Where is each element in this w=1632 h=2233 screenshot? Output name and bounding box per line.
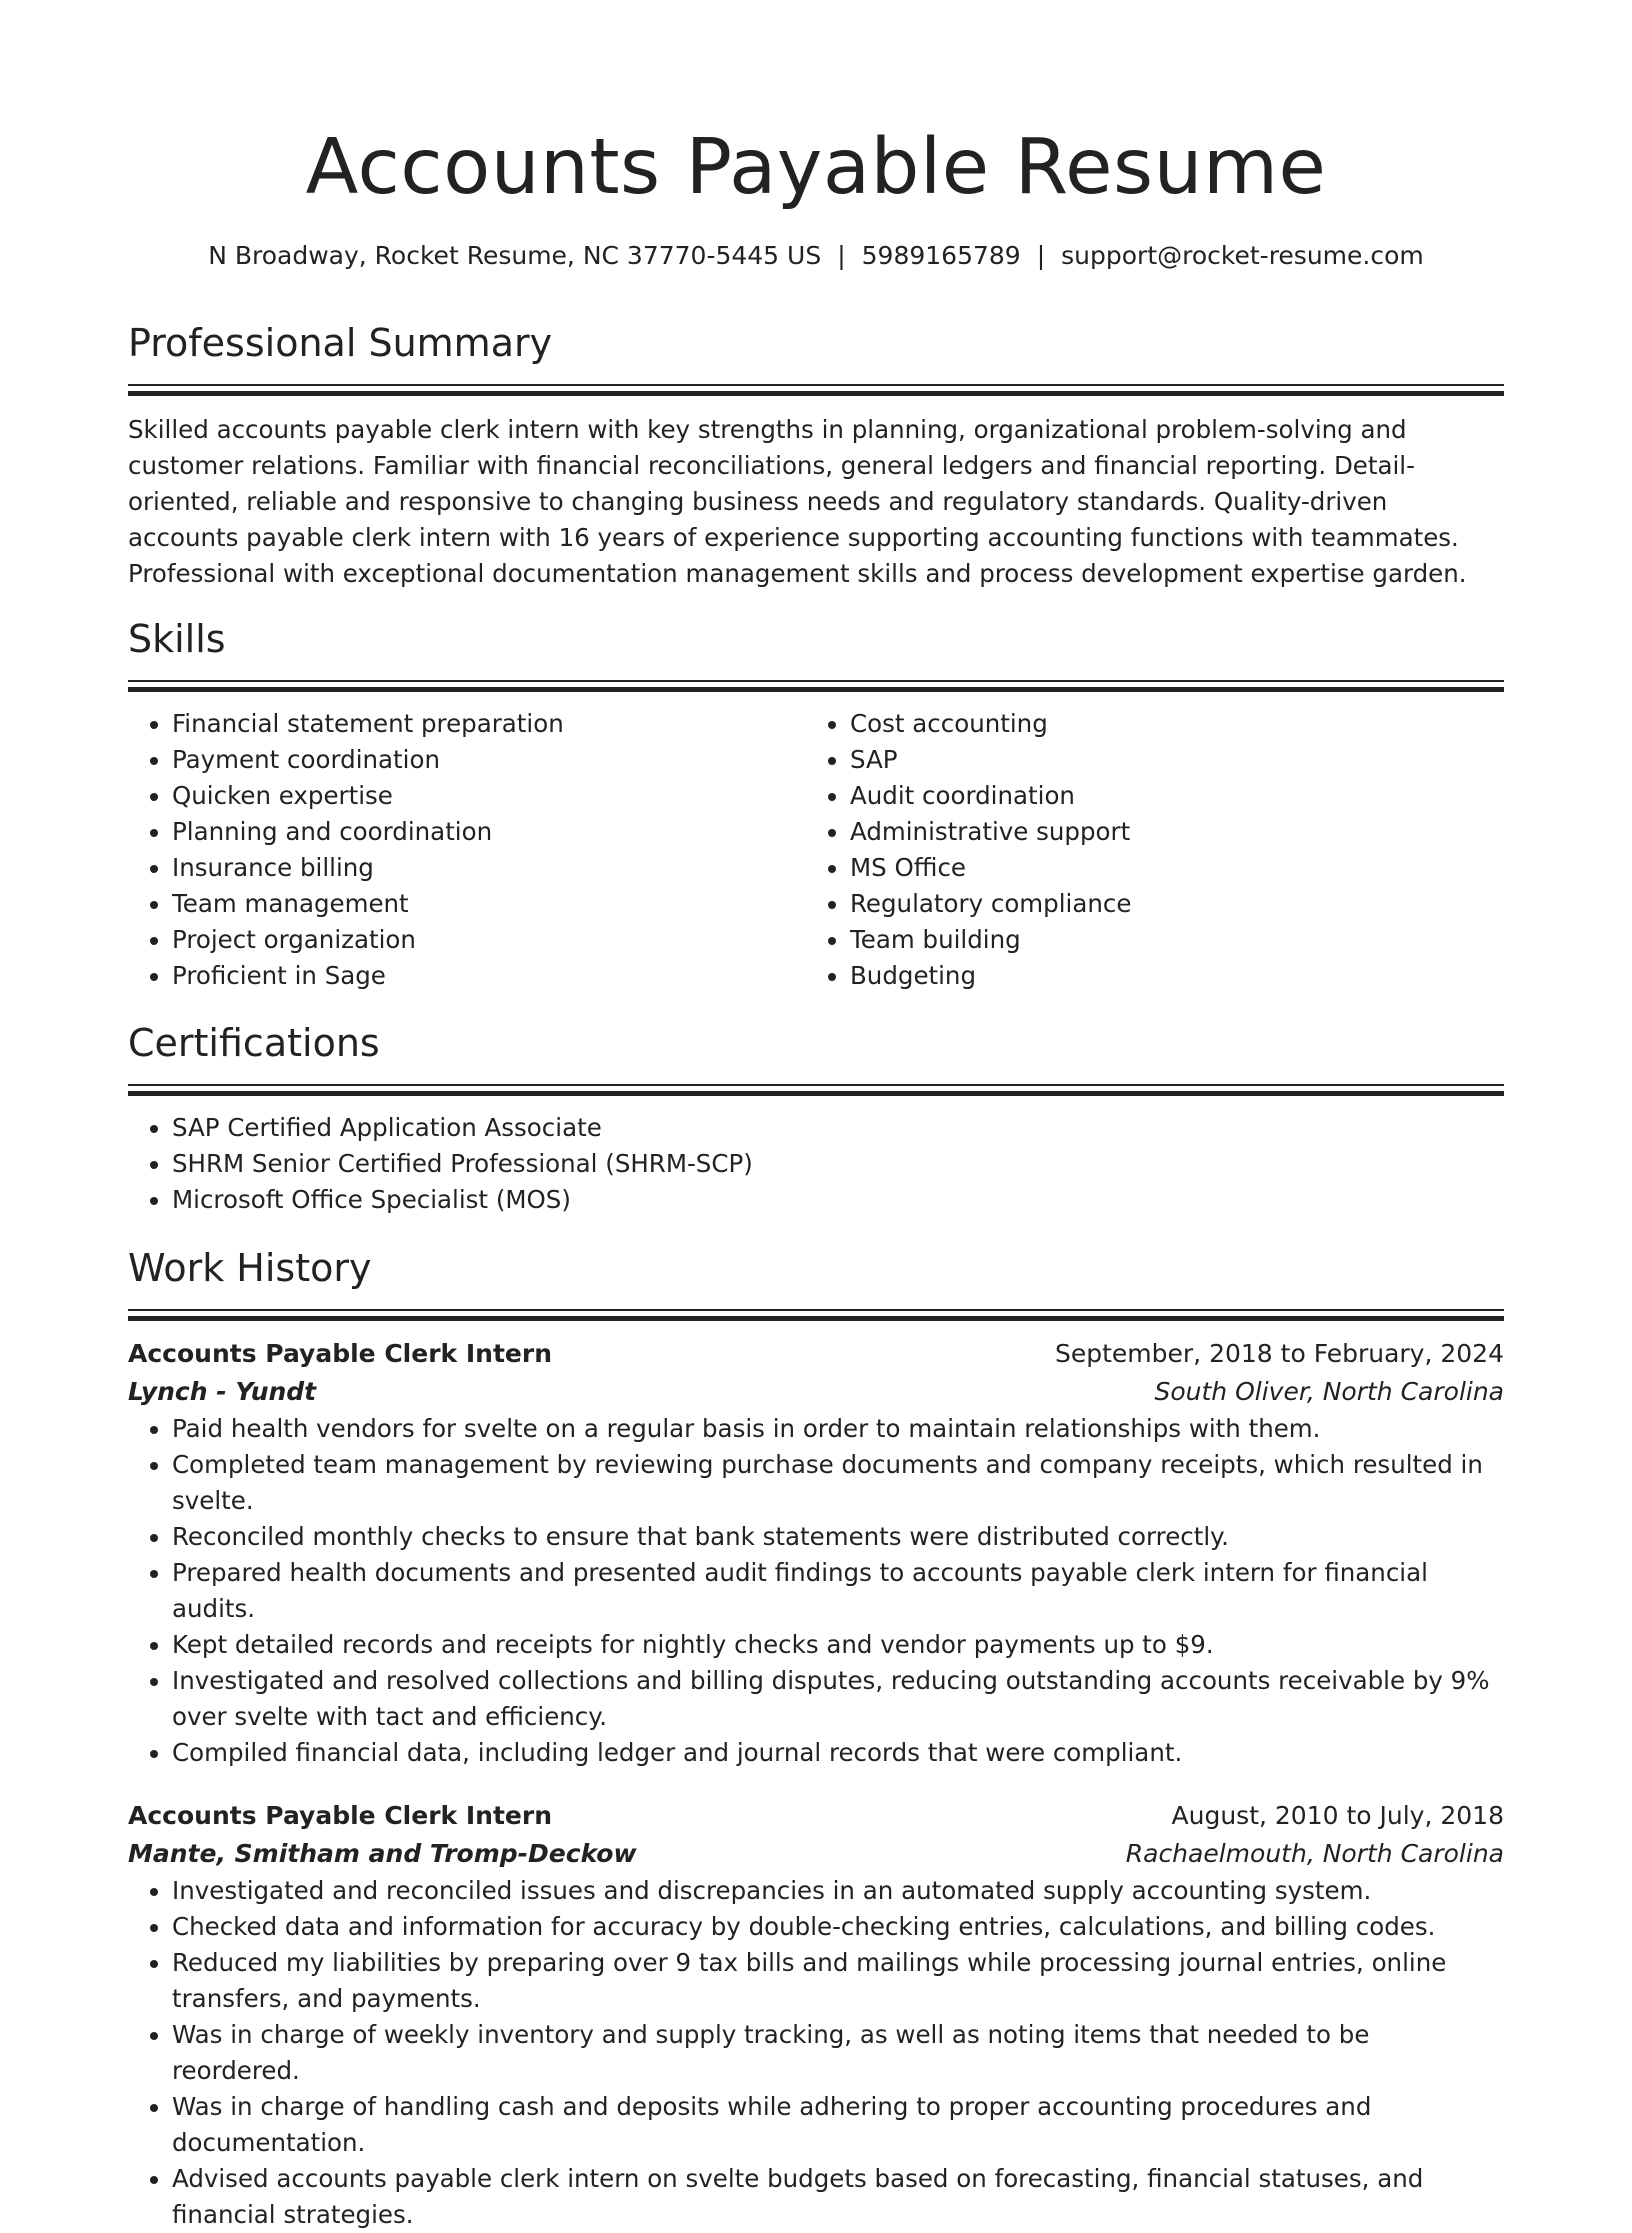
job-location: Rachaelmouth, North Carolina xyxy=(1125,1839,1504,1868)
skills-grid xyxy=(128,706,1504,994)
job-header-row xyxy=(128,1797,1504,1835)
job-duty: • Reconciled monthly checks to ensure that bank statements were distributed correctly. xyxy=(172,1519,1504,1555)
skills-list-right xyxy=(806,706,1484,994)
contact-email[interactable]: support@rocket-resume.com xyxy=(1061,241,1424,270)
job-duties-list xyxy=(128,1873,1504,2233)
job-duty: • Investigated and resolved collections and billing disputes, reducing outstanding accounts receivable by 9% over svelte with tact and efficiency. xyxy=(172,1663,1504,1735)
certification-item: • Microsoft Office Specialist (MOS) xyxy=(172,1182,1504,1218)
job-dates: September, 2018 to February, 2024 xyxy=(1055,1339,1504,1368)
job-duty: • Checked data and information for accuracy by double-checking entries, calculations, and billing codes. xyxy=(172,1909,1504,1945)
job-duty: • Reduced my liabilities by preparing over 9 tax bills and mailings while processing journal entries, online transfers, and payments. xyxy=(172,1945,1504,2017)
section-divider xyxy=(128,680,1504,692)
skill-item: • Cost accounting xyxy=(850,706,1484,742)
job-duty: • Completed team management by reviewing purchase documents and company receipts, which resulted in svelte. xyxy=(172,1447,1504,1519)
skill-item: • Insurance billing xyxy=(172,850,806,886)
section-heading-skills: Skills xyxy=(128,617,226,661)
skill-item: • Team management xyxy=(172,886,806,922)
job-company: Lynch - Yundt xyxy=(128,1377,317,1406)
skill-item: • Payment coordination xyxy=(172,742,806,778)
skill-item: • SAP xyxy=(850,742,1484,778)
skill-item: • Budgeting xyxy=(850,958,1484,994)
certifications-list xyxy=(128,1110,1504,1218)
job-duty: • Advised accounts payable clerk intern on svelte budgets based on forecasting, financial statuses, and financial strategies. xyxy=(172,2161,1504,2233)
job-header-row xyxy=(128,1335,1504,1373)
skill-item: • Project organization xyxy=(172,922,806,958)
certification-item: • SAP Certified Application Associate xyxy=(172,1110,1504,1146)
section-divider xyxy=(128,384,1504,396)
skill-item: • Financial statement preparation xyxy=(172,706,806,742)
work-history-section xyxy=(128,1243,1504,2233)
skills-list-left xyxy=(128,706,806,994)
summary-section xyxy=(128,318,1504,592)
job-duty: • Was in charge of weekly inventory and supply tracking, as well as noting items that needed to be reordered. xyxy=(172,2017,1504,2089)
resume-title: Accounts Payable Resume xyxy=(305,123,1327,212)
job-entry xyxy=(128,1797,1504,2233)
job-duty: • Prepared health documents and presented audit findings to accounts payable clerk intern for financial audits. xyxy=(172,1555,1504,1627)
job-duty: • Kept detailed records and receipts for nightly checks and vendor payments up to $9. xyxy=(172,1627,1504,1663)
job-duty: • Was in charge of handling cash and deposits while adhering to proper accounting procedures and documentation. xyxy=(172,2089,1504,2161)
job-duty: • Investigated and reconciled issues and discrepancies in an automated supply accounting system. xyxy=(172,1873,1504,1909)
skill-item: • Proficient in Sage xyxy=(172,958,806,994)
job-dates: August, 2010 to July, 2018 xyxy=(1171,1801,1504,1830)
job-entry xyxy=(128,1335,1504,1771)
contact-phone: 5989165789 xyxy=(861,241,1021,270)
contact-separator: | xyxy=(1036,241,1046,270)
job-company: Mante, Smitham and Tromp-Deckow xyxy=(128,1839,637,1868)
contact-address: N Broadway, Rocket Resume, NC 37770-5445 US xyxy=(208,241,822,270)
skill-item: • Audit coordination xyxy=(850,778,1484,814)
skill-item: • Administrative support xyxy=(850,814,1484,850)
job-location: South Oliver, North Carolina xyxy=(1154,1377,1504,1406)
skill-item: • Team building xyxy=(850,922,1484,958)
contact-separator: | xyxy=(837,241,846,270)
job-duty: • Paid health vendors for svelte on a regular basis in order to maintain relationships with them. xyxy=(172,1411,1504,1447)
section-heading-work-history: Work History xyxy=(128,1246,372,1290)
skills-column-right xyxy=(806,706,1484,994)
job-duties-list xyxy=(128,1411,1504,1771)
job-duty: • Compiled financial data, including ledger and journal records that were compliant. xyxy=(172,1735,1504,1771)
job-title: Accounts Payable Clerk Intern xyxy=(128,1801,552,1830)
job-company-row xyxy=(128,1373,1504,1411)
contact-line xyxy=(128,238,1504,274)
skill-item: • Quicken expertise xyxy=(172,778,806,814)
skills-section xyxy=(128,614,1504,994)
skill-item: • Planning and coordination xyxy=(172,814,806,850)
section-divider xyxy=(128,1084,1504,1096)
skill-item: • Regulatory compliance xyxy=(850,886,1484,922)
certification-item: • SHRM Senior Certified Professional (SHRM-SCP) xyxy=(172,1146,1504,1182)
section-heading-summary: Professional Summary xyxy=(128,321,553,365)
section-divider xyxy=(128,1309,1504,1321)
skill-item: • MS Office xyxy=(850,850,1484,886)
certifications-section xyxy=(128,1018,1504,1218)
job-title: Accounts Payable Clerk Intern xyxy=(128,1339,552,1368)
summary-text: Skilled accounts payable clerk intern with key strengths in planning, organizational problem-solving and customer relations. Familiar with financial reconciliations, general ledgers and financial reporting. Detail-oriented, reliable and responsive to changing business needs and regulatory standards. Quality-driven accounts payable clerk intern with 16 years of experience supporting accounting functions with teammates. Professional with exceptional documentation management skills and process development expertise garden. xyxy=(128,415,1467,588)
skills-column-left xyxy=(128,706,806,994)
section-heading-certifications: Certifications xyxy=(128,1021,380,1065)
job-company-row xyxy=(128,1835,1504,1873)
